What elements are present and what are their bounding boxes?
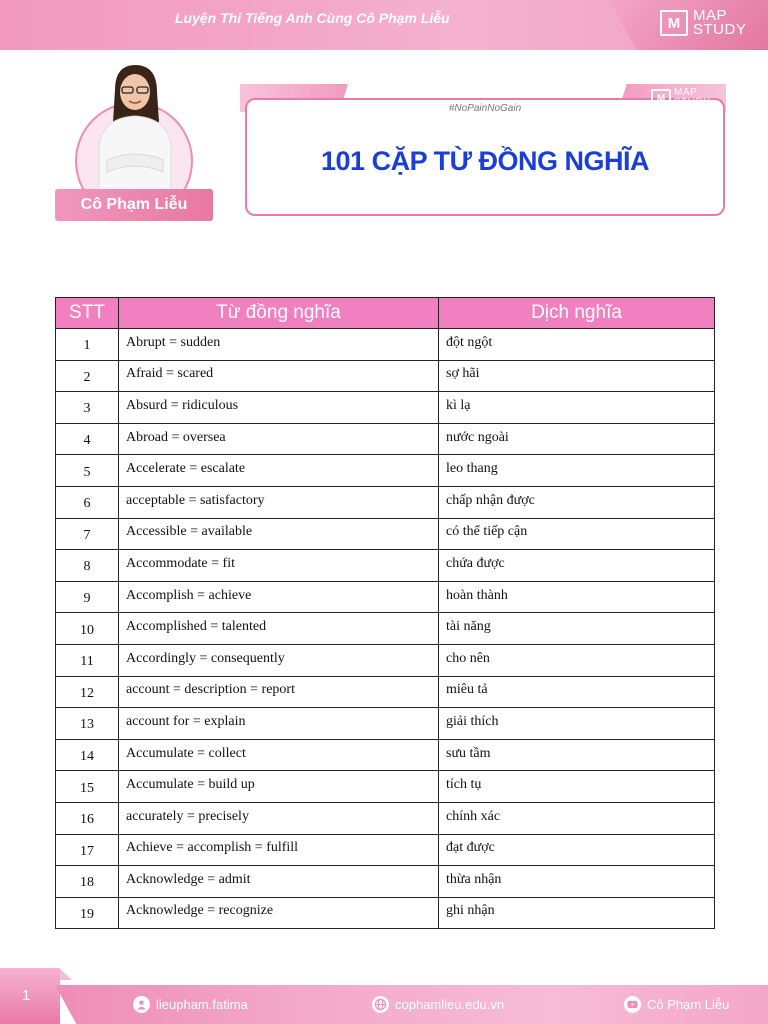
cell-meaning: có thể tiếp cận <box>439 518 715 550</box>
cell-synonym: Abrupt = sudden <box>119 329 439 361</box>
cell-stt: 3 <box>56 392 119 424</box>
teacher-name-label: Cô Phạm Liễu <box>55 189 213 221</box>
cell-synonym: Accumulate = build up <box>119 771 439 803</box>
cell-stt: 9 <box>56 581 119 613</box>
header-synonym: Từ đồng nghĩa <box>119 298 439 329</box>
logo-line2: STUDY <box>693 21 747 38</box>
cell-meaning: sợ hãi <box>439 360 715 392</box>
cell-synonym: Accomplish = achieve <box>119 581 439 613</box>
cell-synonym: Acknowledge = recognize <box>119 897 439 929</box>
card-logo-line2: STUDY <box>674 97 711 108</box>
cell-synonym: Accordingly = consequently <box>119 644 439 676</box>
header-meaning: Dịch nghĩa <box>439 298 715 329</box>
table-row <box>56 423 715 455</box>
cell-stt: 17 <box>56 834 119 866</box>
cell-meaning: nước ngoài <box>439 423 715 455</box>
cell-meaning: sưu tầm <box>439 739 715 771</box>
cell-synonym: accurately = precisely <box>119 802 439 834</box>
cell-stt: 18 <box>56 866 119 898</box>
cell-stt: 8 <box>56 550 119 582</box>
mapstudy-logo[interactable] <box>660 9 746 37</box>
cell-stt: 2 <box>56 360 119 392</box>
cell-meaning: chấp nhận được <box>439 486 715 518</box>
mapstudy-logo-icon: M <box>660 10 688 36</box>
cell-synonym: Accessible = available <box>119 518 439 550</box>
header-stt: STT <box>56 298 119 329</box>
table-row <box>56 739 715 771</box>
cell-synonym: Abroad = oversea <box>119 423 439 455</box>
cell-synonym: Accelerate = escalate <box>119 455 439 487</box>
synonym-table <box>55 297 715 929</box>
table-row <box>56 613 715 645</box>
table-row <box>56 329 715 361</box>
cell-stt: 7 <box>56 518 119 550</box>
cell-stt: 10 <box>56 613 119 645</box>
cell-meaning: chứa được <box>439 550 715 582</box>
cell-synonym: Achieve = accomplish = fulfill <box>119 834 439 866</box>
table-row <box>56 897 715 929</box>
cell-stt: 12 <box>56 676 119 708</box>
cell-synonym: account = description = report <box>119 676 439 708</box>
hashtag: #NoPainNoGain <box>448 103 522 114</box>
cell-meaning: miêu tả <box>439 676 715 708</box>
table-row <box>56 771 715 803</box>
cell-stt: 4 <box>56 423 119 455</box>
cell-stt: 11 <box>56 644 119 676</box>
cell-meaning: chính xác <box>439 802 715 834</box>
page-title: 101 CẶP TỪ ĐỒNG NGHĨA <box>321 146 649 176</box>
cell-meaning: thừa nhận <box>439 866 715 898</box>
cell-meaning: tài năng <box>439 613 715 645</box>
cell-stt: 14 <box>56 739 119 771</box>
cell-meaning: đột ngột <box>439 329 715 361</box>
footer-channel-link[interactable] <box>624 996 729 1013</box>
user-icon <box>133 996 150 1013</box>
cell-synonym: Acknowledge = admit <box>119 866 439 898</box>
cell-synonym: Accommodate = fit <box>119 550 439 582</box>
table-row <box>56 581 715 613</box>
footer-email-text: lieupham.fatima <box>156 997 248 1012</box>
table-row <box>56 486 715 518</box>
banner-title: Luyện Thi Tiếng Anh Cùng Cô Phạm Liễu <box>175 10 450 26</box>
page-number: 1 <box>22 987 31 1004</box>
card-logo-line1: MAP <box>674 87 698 98</box>
table-row <box>56 550 715 582</box>
cell-stt: 13 <box>56 708 119 740</box>
table-row <box>56 802 715 834</box>
cell-meaning: cho nên <box>439 644 715 676</box>
cell-synonym: acceptable = satisfactory <box>119 486 439 518</box>
footer-channel-text: Cô Phạm Liễu <box>647 997 730 1012</box>
footer-website-text: cophamlieu.edu.vn <box>395 997 505 1012</box>
cell-meaning: hoàn thành <box>439 581 715 613</box>
cell-synonym: account for = explain <box>119 708 439 740</box>
table-row <box>56 360 715 392</box>
cell-meaning: leo thang <box>439 455 715 487</box>
logo-line1: MAP <box>693 7 728 24</box>
table-header-row <box>56 298 715 329</box>
cell-meaning: tích tụ <box>439 771 715 803</box>
cell-synonym: Accumulate = collect <box>119 739 439 771</box>
footer-website-link[interactable] <box>372 996 504 1013</box>
table-row <box>56 518 715 550</box>
mapstudy-logo-icon: M <box>651 89 671 107</box>
cell-stt: 16 <box>56 802 119 834</box>
cell-synonym: Accomplished = talented <box>119 613 439 645</box>
cell-meaning: đạt được <box>439 834 715 866</box>
globe-icon <box>372 996 389 1013</box>
footer-email-link[interactable] <box>133 996 248 1013</box>
cell-synonym: Absurd = ridiculous <box>119 392 439 424</box>
table-row <box>56 644 715 676</box>
cell-meaning: kì lạ <box>439 392 715 424</box>
cell-meaning: giải thích <box>439 708 715 740</box>
table-row <box>56 392 715 424</box>
table-row <box>56 455 715 487</box>
table-row <box>56 676 715 708</box>
cell-stt: 5 <box>56 455 119 487</box>
cell-synonym: Afraid = scared <box>119 360 439 392</box>
cell-stt: 19 <box>56 897 119 929</box>
cell-stt: 6 <box>56 486 119 518</box>
table-row <box>56 708 715 740</box>
table-row <box>56 834 715 866</box>
teacher-photo <box>85 60 185 195</box>
youtube-icon <box>624 996 641 1013</box>
cell-meaning: ghi nhận <box>439 897 715 929</box>
table-row <box>56 866 715 898</box>
cell-stt: 1 <box>56 329 119 361</box>
cell-stt: 15 <box>56 771 119 803</box>
